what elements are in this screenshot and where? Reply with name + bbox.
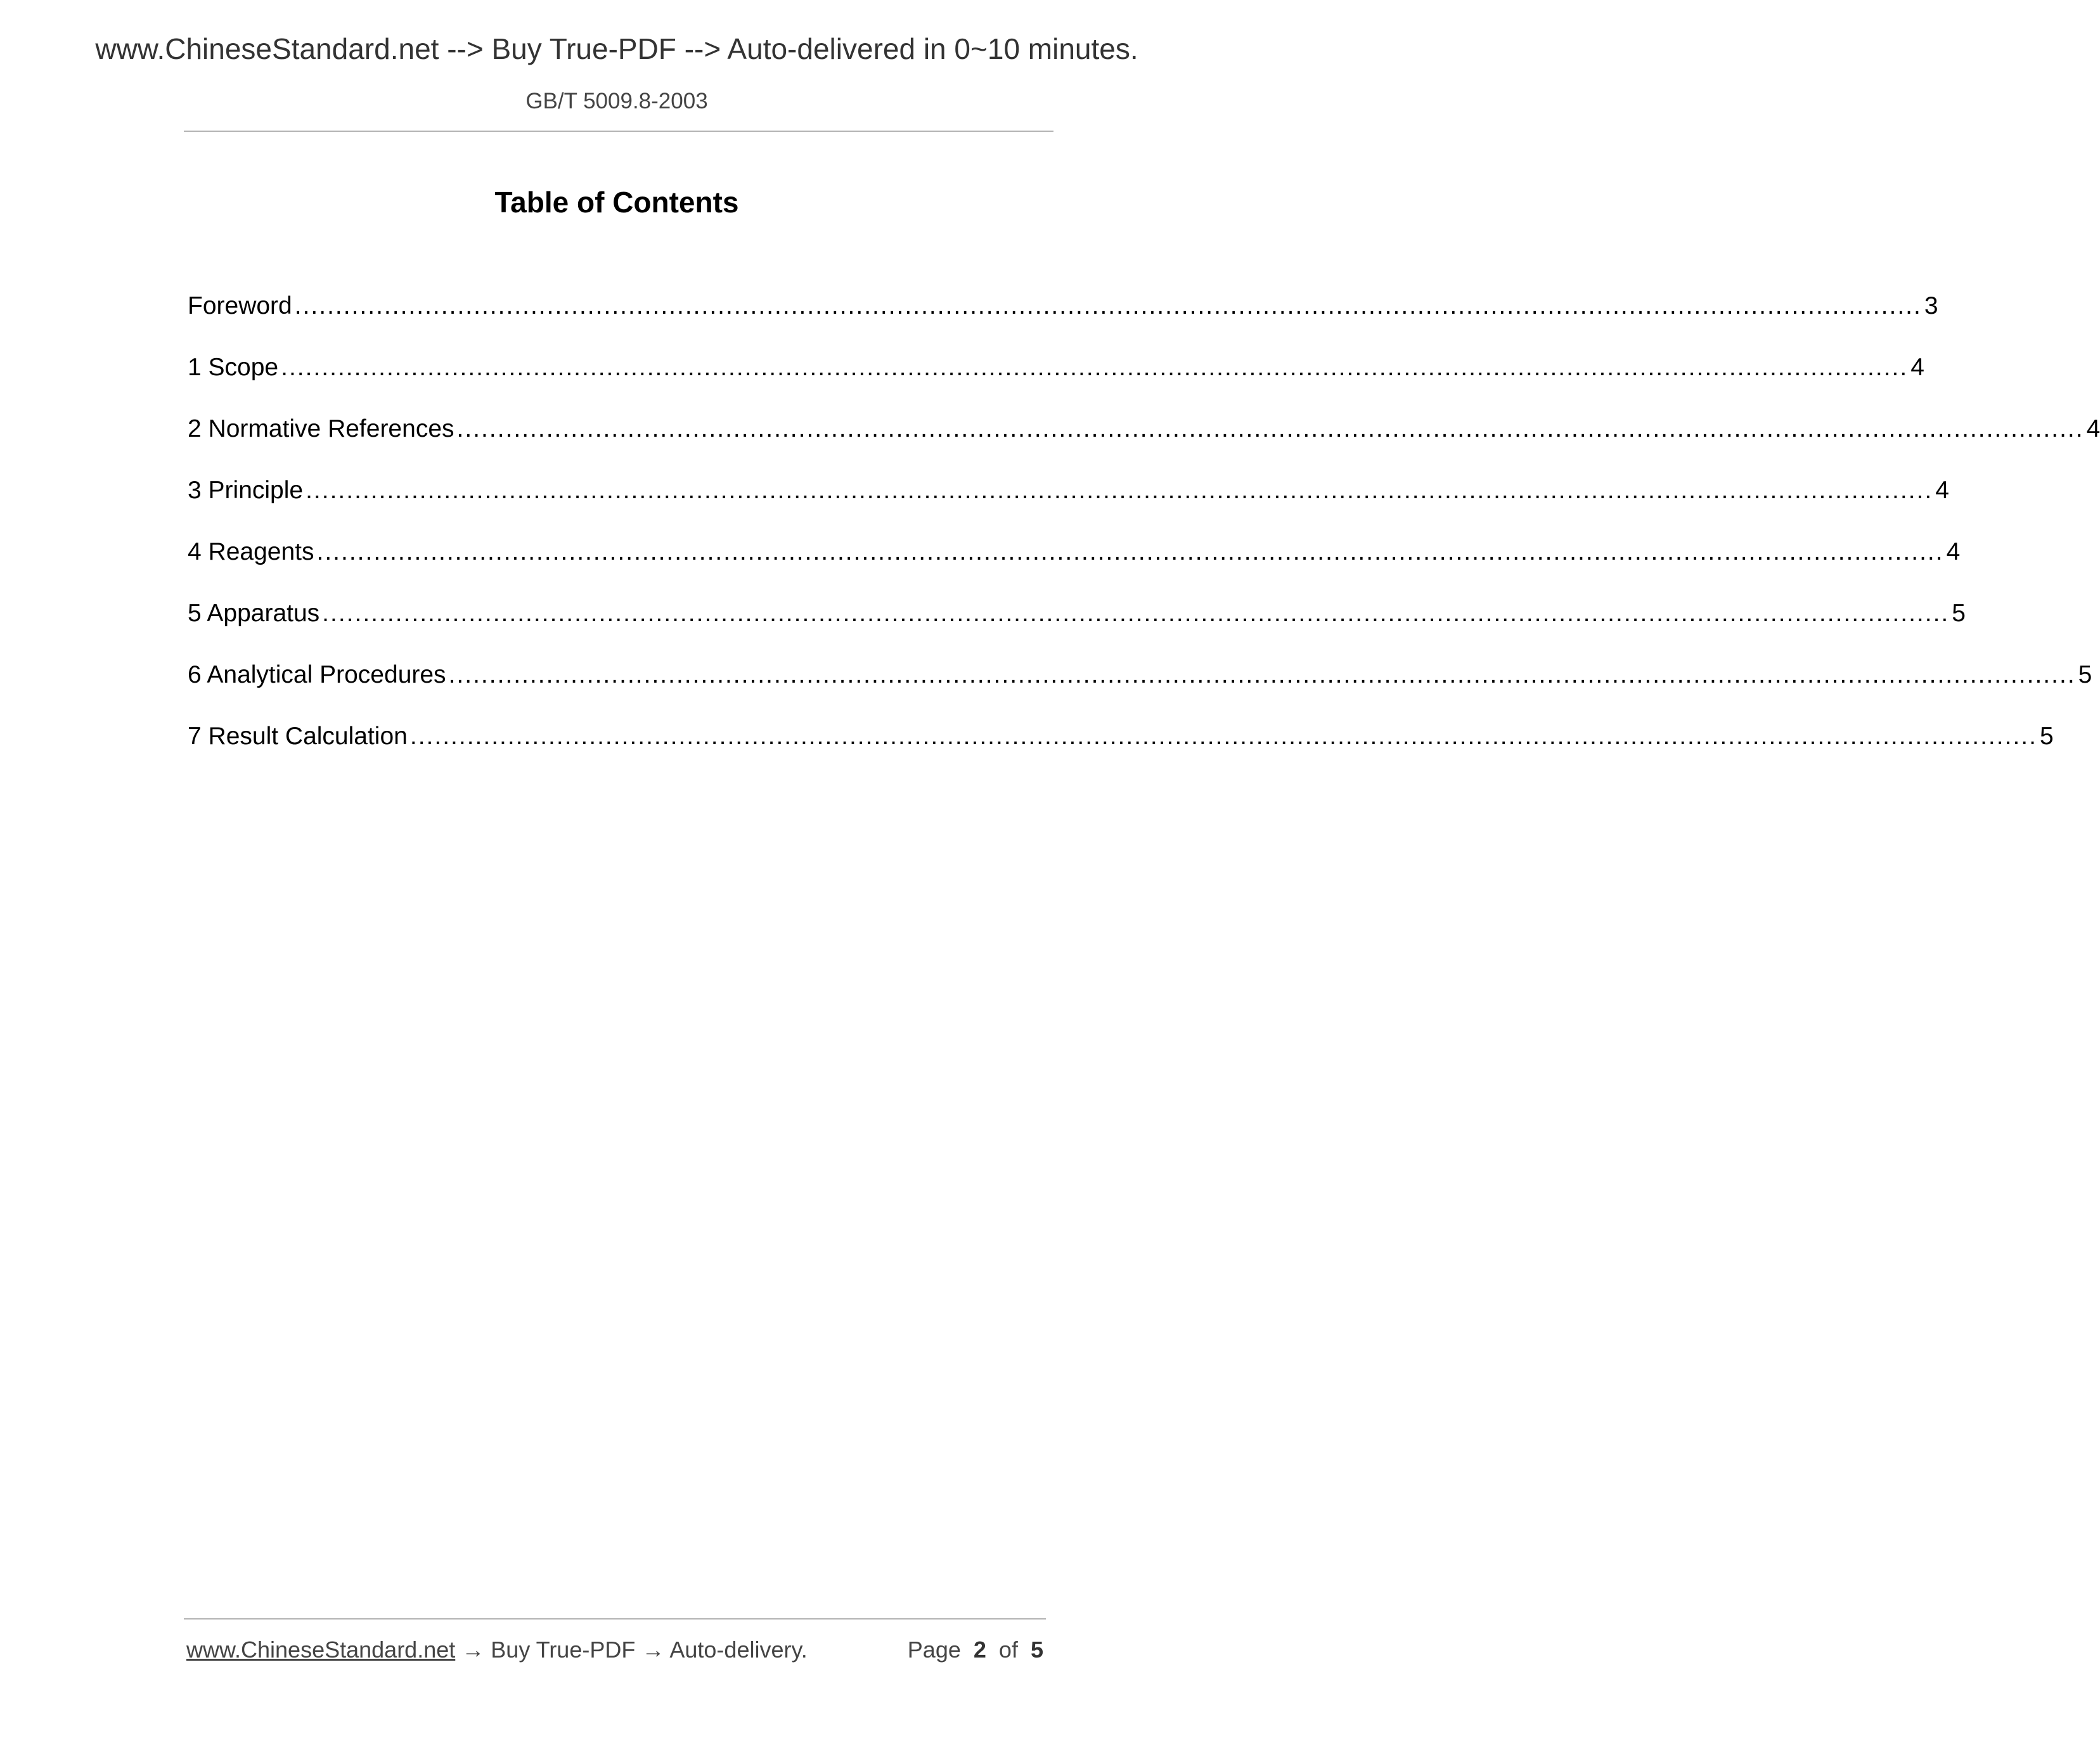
footer-site-link[interactable]: www.ChineseStandard.net xyxy=(186,1637,456,1663)
document-code: GB/T 5009.8-2003 xyxy=(525,89,708,113)
page-current: 2 xyxy=(973,1637,986,1663)
toc-entry-label: 3 Principle xyxy=(188,477,304,504)
toc-dot-leader: ........................................................................................................................................................................................................ xyxy=(294,292,1922,319)
toc-entry-result-calculation[interactable] xyxy=(188,722,2054,751)
toc-entry-label: 5 Apparatus xyxy=(188,600,320,627)
toc-entry-normative-references[interactable] xyxy=(188,415,2100,444)
toc-entry-page: 5 xyxy=(1952,600,1966,627)
footer-step-buy: Buy True-PDF xyxy=(491,1637,636,1663)
toc-entry-page: 3 xyxy=(1924,292,1938,319)
toc-entry-page: 4 xyxy=(2086,415,2100,442)
toc-entry-page: 4 xyxy=(1935,477,1949,504)
toc-entry-label: 1 Scope xyxy=(188,354,279,381)
header-divider xyxy=(184,131,1053,132)
of-word: of xyxy=(998,1637,1018,1663)
toc-dot-leader: ........................................................................................................................................................................................................ xyxy=(306,477,1933,504)
toc-entry-page: 5 xyxy=(2039,723,2054,750)
toc-dot-leader: ........................................................................................................................................................................................................ xyxy=(316,538,1944,565)
toc-dot-leader: ........................................................................................................................................................................................................ xyxy=(456,415,2084,442)
toc-dot-leader: ........................................................................................................................................................................................................ xyxy=(448,661,2076,688)
page-total: 5 xyxy=(1030,1637,1043,1663)
toc-dot-leader: ........................................................................................................................................................................................................ xyxy=(322,600,1950,627)
footer-step-delivery: Auto-delivery. xyxy=(669,1637,808,1663)
toc-entry-scope[interactable] xyxy=(188,353,1924,382)
toc-entry-label: 4 Reagents xyxy=(188,538,314,565)
toc-entry-label: 2 Normative References xyxy=(188,415,454,442)
toc-entry-analytical-procedures[interactable] xyxy=(188,660,2092,690)
toc-entry-apparatus[interactable] xyxy=(188,599,1966,628)
toc-dot-leader: ........................................................................................................................................................................................................ xyxy=(281,354,1909,381)
toc-entry-label: Foreword xyxy=(188,292,292,319)
toc-entry-principle[interactable] xyxy=(188,476,1949,505)
toc-entry-foreword[interactable] xyxy=(188,292,1938,321)
toc-entry-reagents[interactable] xyxy=(188,538,1961,567)
toc-entry-label: 7 Result Calculation xyxy=(188,723,408,750)
top-banner: www.ChineseStandard.net --> Buy True-PDF --> Auto-delivered in 0~10 minutes. xyxy=(95,32,1138,65)
arrow-right-icon: → xyxy=(641,1637,665,1663)
toc-entry-page: 4 xyxy=(1910,354,1924,381)
page-indicator xyxy=(908,1637,1043,1663)
toc-entry-page: 5 xyxy=(2078,661,2092,688)
arrow-right-icon: → xyxy=(461,1637,485,1663)
footer-tagline xyxy=(186,1637,808,1663)
toc-dot-leader: ........................................................................................................................................................................................................ xyxy=(409,723,2037,750)
page-word: Page xyxy=(907,1637,961,1663)
toc-entry-label: 6 Analytical Procedures xyxy=(188,661,446,688)
toc-entry-page: 4 xyxy=(1946,538,1961,565)
toc-title: Table of Contents xyxy=(494,186,739,219)
footer-divider xyxy=(184,1618,1046,1619)
